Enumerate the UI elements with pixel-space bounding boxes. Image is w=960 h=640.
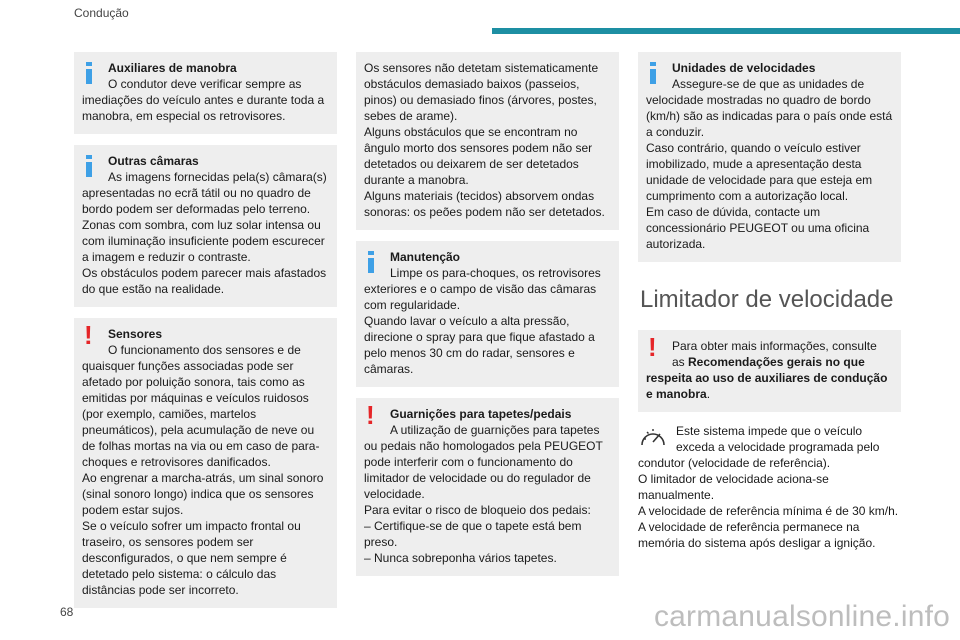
body-text: Este sistema impede que o veículo: [676, 424, 863, 438]
box-text: Alguns materiais (tecidos) absorvem ondas sonoras: os peões podem não ser detetados.: [364, 189, 605, 219]
box-text: imediações do veículo antes e durante toda a manobra, em especial os retrovisores.: [82, 93, 325, 123]
body-text: exceda a velocidade programada pelo: [676, 440, 880, 454]
info-box-maintenance: [356, 241, 619, 387]
info-box-speed-units: [638, 52, 901, 262]
watermark: carmanualsonline.info: [653, 600, 950, 633]
box-bold-link-text: Recomendações gerais no que: [688, 355, 865, 369]
box-title: Unidades de velocidades: [672, 61, 816, 75]
box-title: Outras câmaras: [108, 154, 199, 168]
box-text: as: [672, 355, 689, 369]
info-icon: [368, 251, 374, 273]
box-text: .: [706, 387, 711, 401]
box-text: velocidade mostradas no quadro de bordo (km/h) são as indicadas para o país onde está a conduzir.: [646, 93, 893, 139]
column-3: [638, 52, 901, 551]
box-title: Manutenção: [390, 250, 461, 264]
box-text: quaisquer funções associadas pode ser afetado por poluição sonora, tais como as emitidas por máquinas e veículos ruidosos (por exemplo, camiões, martelos pneumáticos), pela acumulação de neve ou de folhas mortas na via ou em caso de para-choques e retrovisores danificados.: [82, 359, 320, 469]
warning-box-sensors: [74, 318, 337, 608]
warning-box-mats: [356, 398, 619, 576]
box-text: – Certifique-se de que o tapete está bem preso.: [364, 519, 582, 549]
box-text: Os obstáculos podem parecer mais afastados do que estão na realidade.: [82, 266, 327, 296]
speed-limiter-description: [638, 423, 901, 551]
info-icon: [86, 62, 92, 84]
box-text: Alguns obstáculos que se encontram no ângulo morto dos sensores podem não ser detetados ou deixarem de ser detetados durante a manobra.: [364, 125, 593, 187]
box-text: apresentadas no ecrã tátil ou no quadro de bordo podem ser deformadas pelo terreno.: [82, 186, 311, 216]
warning-icon: !: [648, 332, 657, 362]
warning-icon: !: [366, 400, 375, 430]
body-text: A velocidade de referência permanece na memória do sistema após desligar a ignição.: [638, 520, 876, 550]
box-text: exteriores e o campo de visão das câmaras com regularidade.: [364, 282, 597, 312]
box-text: Se o veículo sofrer um impacto frontal ou traseiro, os sensores podem ser desconfigurados, o que nem sempre é detetado pelo sistema: o cálculo das distâncias pode ser incorreto.: [82, 519, 301, 597]
box-text: O condutor deve verificar sempre as: [108, 77, 302, 91]
info-box-parking-aids: [74, 52, 337, 134]
box-text: Limpe os para-choques, os retrovisores: [390, 266, 601, 280]
box-title: Auxiliares de manobra: [108, 61, 237, 75]
box-text: Os sensores não detetam sistematicamente obstáculos demasiado baixos (passeios, pinos) ou demasiado finos (árvores, postes, sebes de arame).: [364, 61, 599, 123]
box-text: Caso contrário, quando o veículo estiver imobilizado, mude a apresentação desta unidade de velocidade para que esteja em cumprimento com a autorização local.: [646, 141, 873, 203]
box-text: A utilização de guarnições para tapetes: [390, 423, 600, 437]
box-text: Em caso de dúvida, contacte um concessionário PEUGEOT ou uma oficina autorizada.: [646, 205, 870, 251]
column-1: [74, 52, 337, 619]
header-accent-bar: [492, 28, 960, 34]
box-text: Quando lavar o veículo a alta pressão, direcione o spray para que fique afastado a pelo menos 30 cm do radar, sensores e câmaras.: [364, 314, 595, 376]
info-box-other-cameras: [74, 145, 337, 307]
body-text: O limitador de velocidade aciona-se manualmente.: [638, 472, 829, 502]
box-text: Para evitar o risco de bloqueio dos pedais:: [364, 503, 591, 517]
box-text: Assegure-se de que as unidades de: [672, 77, 865, 91]
body-text: condutor (velocidade de referência).: [638, 456, 831, 470]
box-title: Sensores: [108, 327, 163, 341]
box-text: Ao engrenar a marcha-atrás, um sinal sonoro (sinal sonoro longo) indica que os sensores podem estar sujos.: [82, 471, 324, 517]
box-sensor-limits: [356, 52, 619, 230]
body-text: A velocidade de referência mínima é de 30 km/h.: [638, 504, 899, 518]
box-title: Guarnições para tapetes/pedais: [390, 407, 572, 421]
column-2: [356, 52, 619, 587]
box-bold-link-text: respeita ao uso de auxiliares de condução e manobra: [646, 371, 888, 401]
info-icon: [86, 155, 92, 177]
section-title: Limitador de velocidade: [640, 286, 894, 313]
speedometer-icon: [638, 423, 668, 453]
info-icon: [650, 62, 656, 84]
warning-box-recommendations: [638, 330, 901, 412]
header-section-title: Condução: [74, 6, 129, 20]
box-text: ou pedais não homologados pela PEUGEOT pode interferir com o funcionamento do limitador de velocidade ou do regulador de velocidade.: [364, 439, 603, 501]
page-number: 68: [60, 605, 74, 619]
warning-icon: !: [84, 320, 93, 350]
box-text: O funcionamento dos sensores e de: [108, 343, 301, 357]
box-text: – Nunca sobreponha vários tapetes.: [364, 551, 557, 565]
box-text: As imagens fornecidas pela(s) câmara(s): [108, 170, 327, 184]
box-text: Para obter mais informações, consulte: [672, 339, 877, 353]
box-text: Zonas com sombra, com luz solar intensa ou com iluminação insuficiente podem escurecer a imagem e reduzir o contraste.: [82, 218, 325, 264]
